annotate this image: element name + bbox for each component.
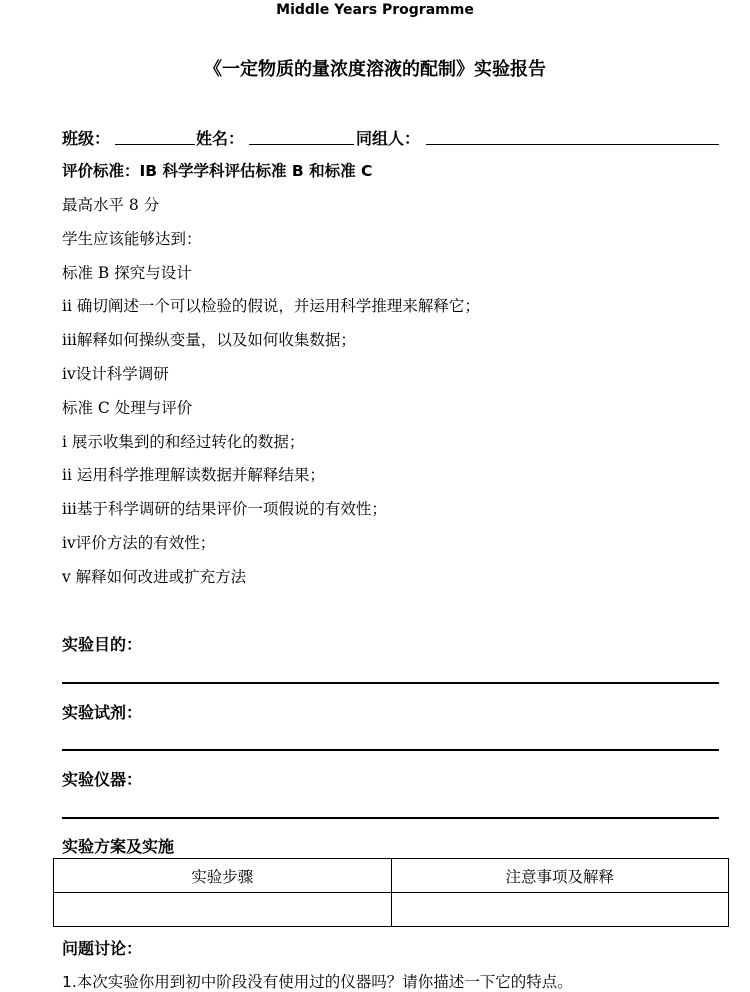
criteria-line: iii基于科学调研的结果评价一项假说的有效性；	[62, 500, 387, 518]
partner-field-line[interactable]	[426, 144, 719, 145]
apparatus-answer-line[interactable]	[62, 817, 719, 819]
report-title: 《一定物质的量浓度溶液的配制》实验报告	[204, 59, 546, 80]
programme-header: Middle Years Programme	[276, 2, 474, 18]
criteria-heading: 评价标准：IB 科学学科评估标准 B 和标准 C	[62, 162, 373, 180]
class-field-line[interactable]	[115, 144, 195, 145]
plan-label: 实验方案及实施	[62, 837, 175, 856]
partner-label: 同组人：	[356, 129, 421, 148]
criteria-line: iii解释如何操纵变量，以及如何收集数据；	[62, 331, 356, 349]
table-header-row	[54, 859, 729, 893]
criteria-line: v 解释如何改进或扩充方法	[62, 568, 247, 586]
purpose-label: 实验目的：	[62, 635, 143, 654]
class-label: 班级：	[62, 129, 111, 148]
criteria-line: 最高水平 8 分	[62, 196, 160, 214]
reagents-label: 实验试剂：	[62, 703, 143, 722]
table-row	[54, 893, 729, 927]
name-label: 姓名：	[196, 129, 245, 148]
question-item: 1.本次实验你用到初中阶段没有使用过的仪器吗？请你描述一下它的特点。	[62, 973, 573, 991]
criteria-line: iv设计科学调研	[62, 365, 169, 383]
apparatus-label: 实验仪器：	[62, 770, 143, 789]
discussion-label: 问题讨论：	[62, 939, 143, 958]
criteria-line: i 展示收集到的和经过转化的数据；	[62, 433, 305, 451]
notes-cell[interactable]	[391, 893, 729, 927]
criteria-line: iv评价方法的有效性；	[62, 534, 216, 552]
purpose-answer-line[interactable]	[62, 682, 719, 684]
steps-table	[53, 858, 729, 927]
criteria-line: 学生应该能够达到：	[62, 230, 202, 248]
notes-column-header: 注意事项及解释	[391, 859, 729, 893]
criteria-line: 标准 B 探究与设计	[62, 264, 192, 282]
steps-cell[interactable]	[54, 893, 392, 927]
criteria-line: ii 确切阐述一个可以检验的假说，并运用科学推理来解释它；	[62, 297, 480, 315]
criteria-line: ii 运用科学推理解读数据并解释结果；	[62, 466, 325, 484]
steps-column-header: 实验步骤	[54, 859, 392, 893]
name-field-line[interactable]	[249, 144, 354, 145]
reagents-answer-line[interactable]	[62, 749, 719, 751]
criteria-line: 标准 C 处理与评价	[62, 399, 193, 417]
